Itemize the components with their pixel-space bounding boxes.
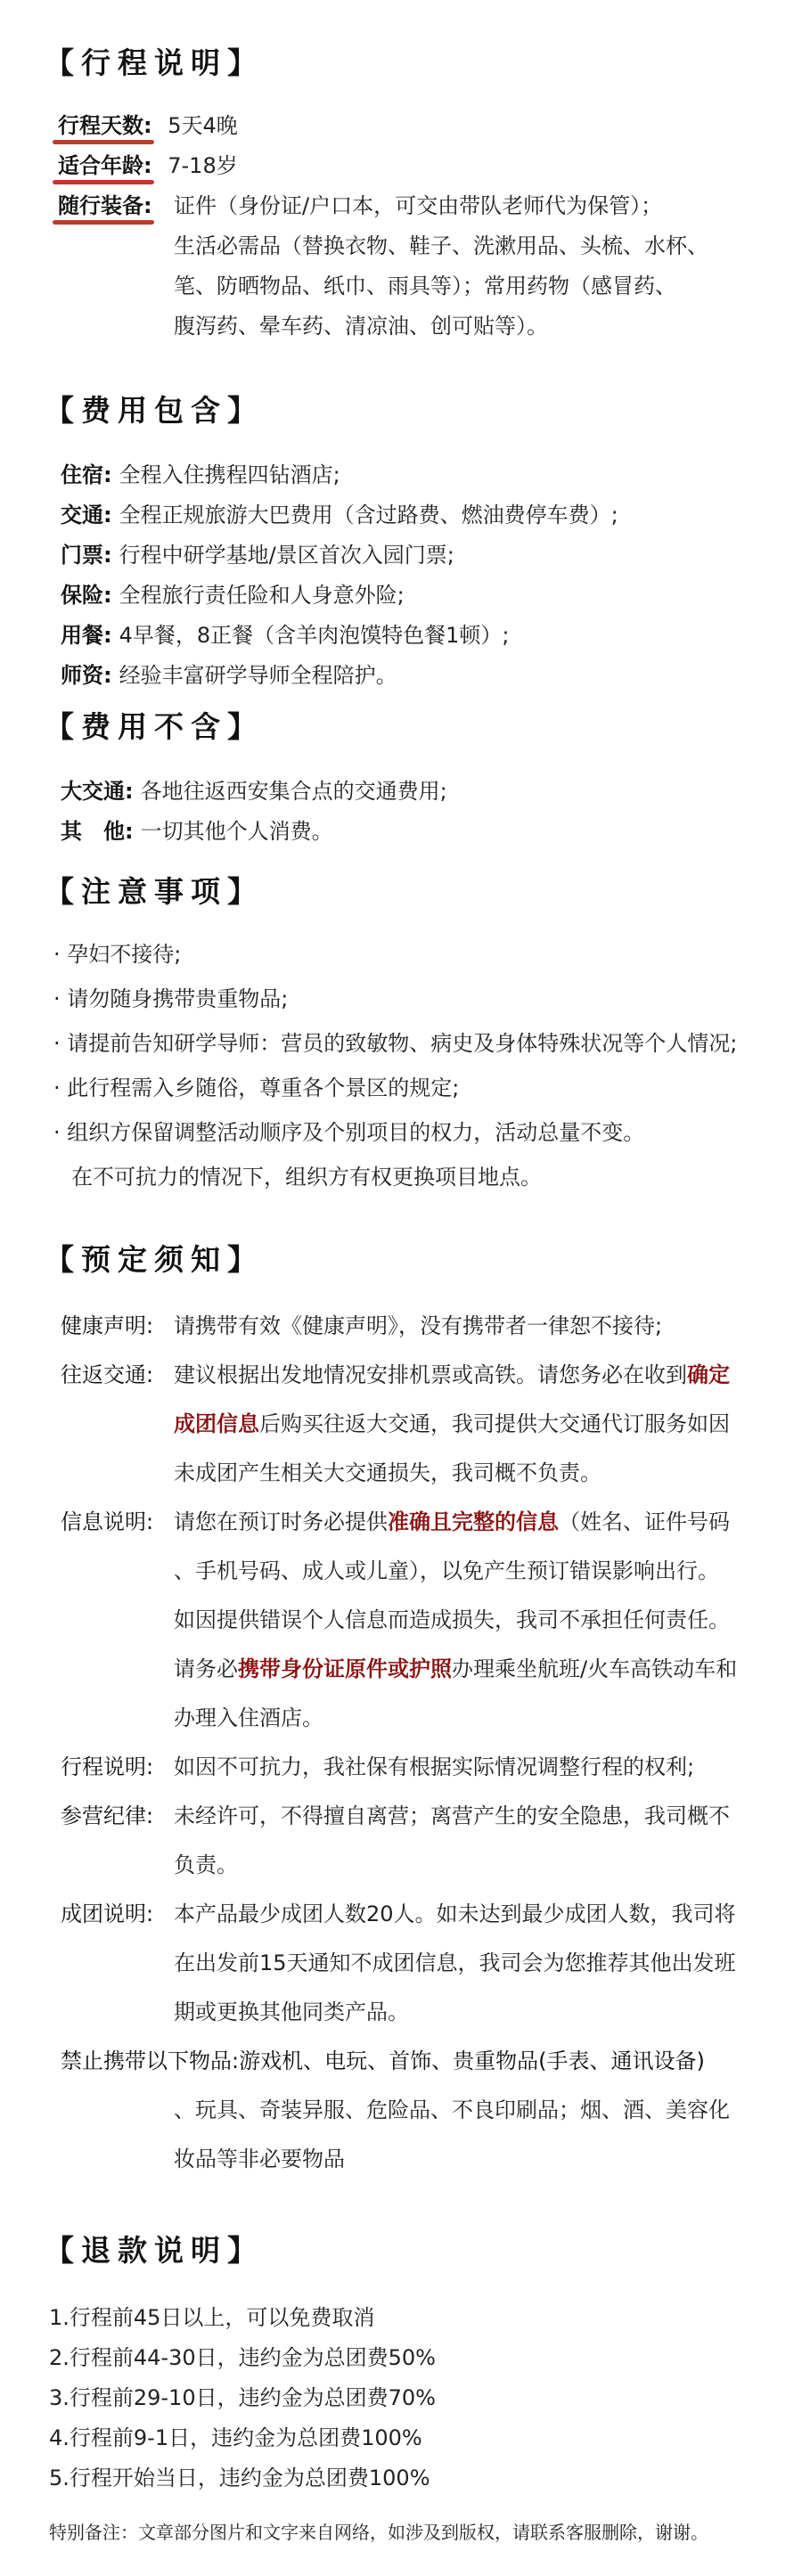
trip-key: 行程说明:: [61, 1754, 154, 1779]
included-label: 门票:: [61, 543, 112, 568]
gear-line: 笔、防晒物品、纸巾、雨具等）；常用药物（感冒药、: [174, 274, 676, 298]
refund-item: 5.行程开始当日，违约金为总团费100%: [49, 2466, 430, 2490]
included-item: [61, 495, 618, 536]
section-title-excluded: 【费用不含】: [45, 709, 264, 744]
banned-line: 、玩具、奇装异服、危险品、不良印刷品；烟、酒、美容化: [174, 2098, 730, 2122]
trip-line: 如因不可抗力，我社保有根据实际情况调整行程的权利;: [174, 1754, 695, 1779]
excluded-label: 大交通:: [61, 779, 134, 804]
transport-line: 未成团产生相关大交通损失，我司概不负责。: [174, 1460, 602, 1485]
excluded-text: 一切其他个人消费。: [140, 819, 333, 844]
itinerary-age: [58, 145, 238, 186]
included-label: 保险:: [61, 583, 112, 608]
group-key: 成团说明:: [61, 1901, 154, 1926]
note-item: · 组织方保留调整活动顺序及个别项目的权力，活动总量不变。: [53, 1120, 645, 1145]
info-line: 办理入住酒店。: [174, 1705, 323, 1730]
info-text: 办理乘坐航班/火车高铁动车和: [452, 1656, 738, 1681]
excluded-label: 其 他:: [61, 819, 134, 844]
banned-line: 妆品等非必要物品: [174, 2147, 345, 2171]
banned-key: 禁止携带以下物品:: [61, 2049, 240, 2073]
excluded-item: [61, 771, 447, 812]
note-item: · 请勿随身携带贵重物品;: [53, 986, 289, 1011]
health-line: 请携带有效《健康声明》，没有携带者一律恕不接待;: [174, 1313, 663, 1338]
note-item: · 此行程需入乡随俗，尊重各个景区的规定;: [53, 1075, 460, 1100]
group-line: 在出发前15天通知不成团信息，我司会为您推荐其他出发班: [174, 1950, 736, 1975]
excluded-text: 各地往返西安集合点的交通费用;: [140, 779, 447, 804]
included-text: 经验丰富研学导师全程陪护。: [119, 663, 397, 688]
banned-text: 游戏机、电玩、首饰、贵重物品(手表、通讯设备): [239, 2049, 705, 2073]
info-highlight: 准确且完整的信息: [388, 1509, 559, 1534]
excluded-item: [61, 811, 333, 852]
note-item: · 请提前告知研学导师：营员的致敏物、病史及身体特殊状况等个人情况;: [53, 1031, 738, 1056]
info-key: 信息说明:: [61, 1509, 154, 1534]
included-item: [61, 575, 405, 616]
included-label: 住宿:: [61, 462, 112, 487]
gear-line: 证件（身份证/户口本，可交由带队老师代为保管）；: [174, 193, 663, 218]
banned-line: [61, 2039, 705, 2083]
info-line: [174, 1500, 730, 1544]
section-title-refund: 【退款说明】: [45, 2233, 264, 2268]
group-line: 期或更换其他同类产品。: [174, 1999, 409, 2024]
transport-line: [174, 1402, 730, 1446]
transport-text: 后购买往返大交通，我司提供大交通代订服务如因: [259, 1411, 730, 1436]
transport-key: 往返交通:: [61, 1362, 154, 1387]
age-value: 7-18岁: [168, 153, 238, 178]
included-text: 4早餐，8正餐（含羊肉泡馍特色餐1顿）;: [119, 623, 510, 648]
info-text: （姓名、证件号码: [559, 1509, 730, 1534]
info-text: 请您在预订时务必提供: [174, 1509, 388, 1534]
transport-highlight: 确定: [687, 1362, 730, 1387]
footer-note: 特别备注：文章部分图片和文字来自网络，如涉及到版权，请联系客服删除，谢谢。: [49, 2522, 708, 2543]
transport-text: 建议根据出发地情况安排机票或高铁。请您务必在收到: [174, 1362, 687, 1387]
included-label: 用餐:: [61, 623, 112, 648]
info-line: [174, 1647, 737, 1691]
camp-line: 负责。: [174, 1852, 238, 1877]
camp-key: 参营纪律:: [61, 1803, 154, 1828]
info-line: 如因提供错误个人信息而造成损失，我司不承担任何责任。: [174, 1607, 730, 1632]
gear-line: 腹泻药、晕车药、清凉油、创可贴等）。: [174, 314, 548, 339]
included-text: 行程中研学基地/景区首次入园门票;: [119, 543, 454, 568]
refund-item: 2.行程前44-30日，违约金为总团费50%: [49, 2345, 436, 2370]
included-label: 师资:: [61, 663, 112, 688]
section-title-notes: 【注意事项】: [45, 874, 264, 909]
included-label: 交通:: [61, 503, 112, 527]
included-text: 全程入住携程四钻酒店;: [119, 462, 340, 487]
section-title-included: 【费用包含】: [45, 393, 264, 428]
transport-line: [174, 1353, 730, 1397]
transport-highlight: 成团信息: [174, 1411, 259, 1436]
included-item: [61, 454, 340, 495]
gear-label: 随行装备:: [58, 185, 152, 226]
section-title-itinerary: 【行程说明】: [45, 45, 264, 80]
included-item: [61, 655, 397, 696]
health-key: 健康声明:: [61, 1313, 154, 1338]
itinerary-days: [58, 105, 238, 146]
group-line: 本产品最少成团人数20人。如未达到最少成团人数，我司将: [174, 1901, 736, 1926]
itinerary-gear: [58, 185, 152, 226]
note-item: · 孕妇不接待;: [53, 942, 182, 967]
note-item: 在不可抗力的情况下，组织方有权更换项目地点。: [71, 1165, 542, 1190]
age-label: 适合年龄:: [58, 145, 152, 186]
days-label: 行程天数:: [58, 105, 152, 146]
info-highlight: 携带身份证原件或护照: [238, 1656, 452, 1681]
camp-line: 未经许可，不得擅自离营；离营产生的安全隐患，我司概不: [174, 1803, 730, 1828]
included-item: [61, 615, 510, 656]
included-item: [61, 535, 454, 576]
refund-item: 3.行程前29-10日，违约金为总团费70%: [49, 2385, 436, 2410]
days-value: 5天4晚: [168, 113, 238, 138]
included-text: 全程旅行责任险和人身意外险;: [119, 583, 405, 608]
info-text: 请务必: [174, 1656, 238, 1681]
section-title-booking: 【预定须知】: [45, 1242, 264, 1277]
info-line: 、手机号码、成人或儿童），以免产生预订错误影响出行。: [174, 1558, 719, 1583]
refund-item: 1.行程前45日以上，可以免费取消: [49, 2305, 375, 2330]
refund-item: 4.行程前9-1日，违约金为总团费100%: [49, 2425, 422, 2450]
included-text: 全程正规旅游大巴费用（含过路费、燃油费停车费）;: [119, 503, 618, 527]
gear-line: 生活必需品（替换衣物、鞋子、洗漱用品、头梳、水杯、: [174, 233, 708, 258]
